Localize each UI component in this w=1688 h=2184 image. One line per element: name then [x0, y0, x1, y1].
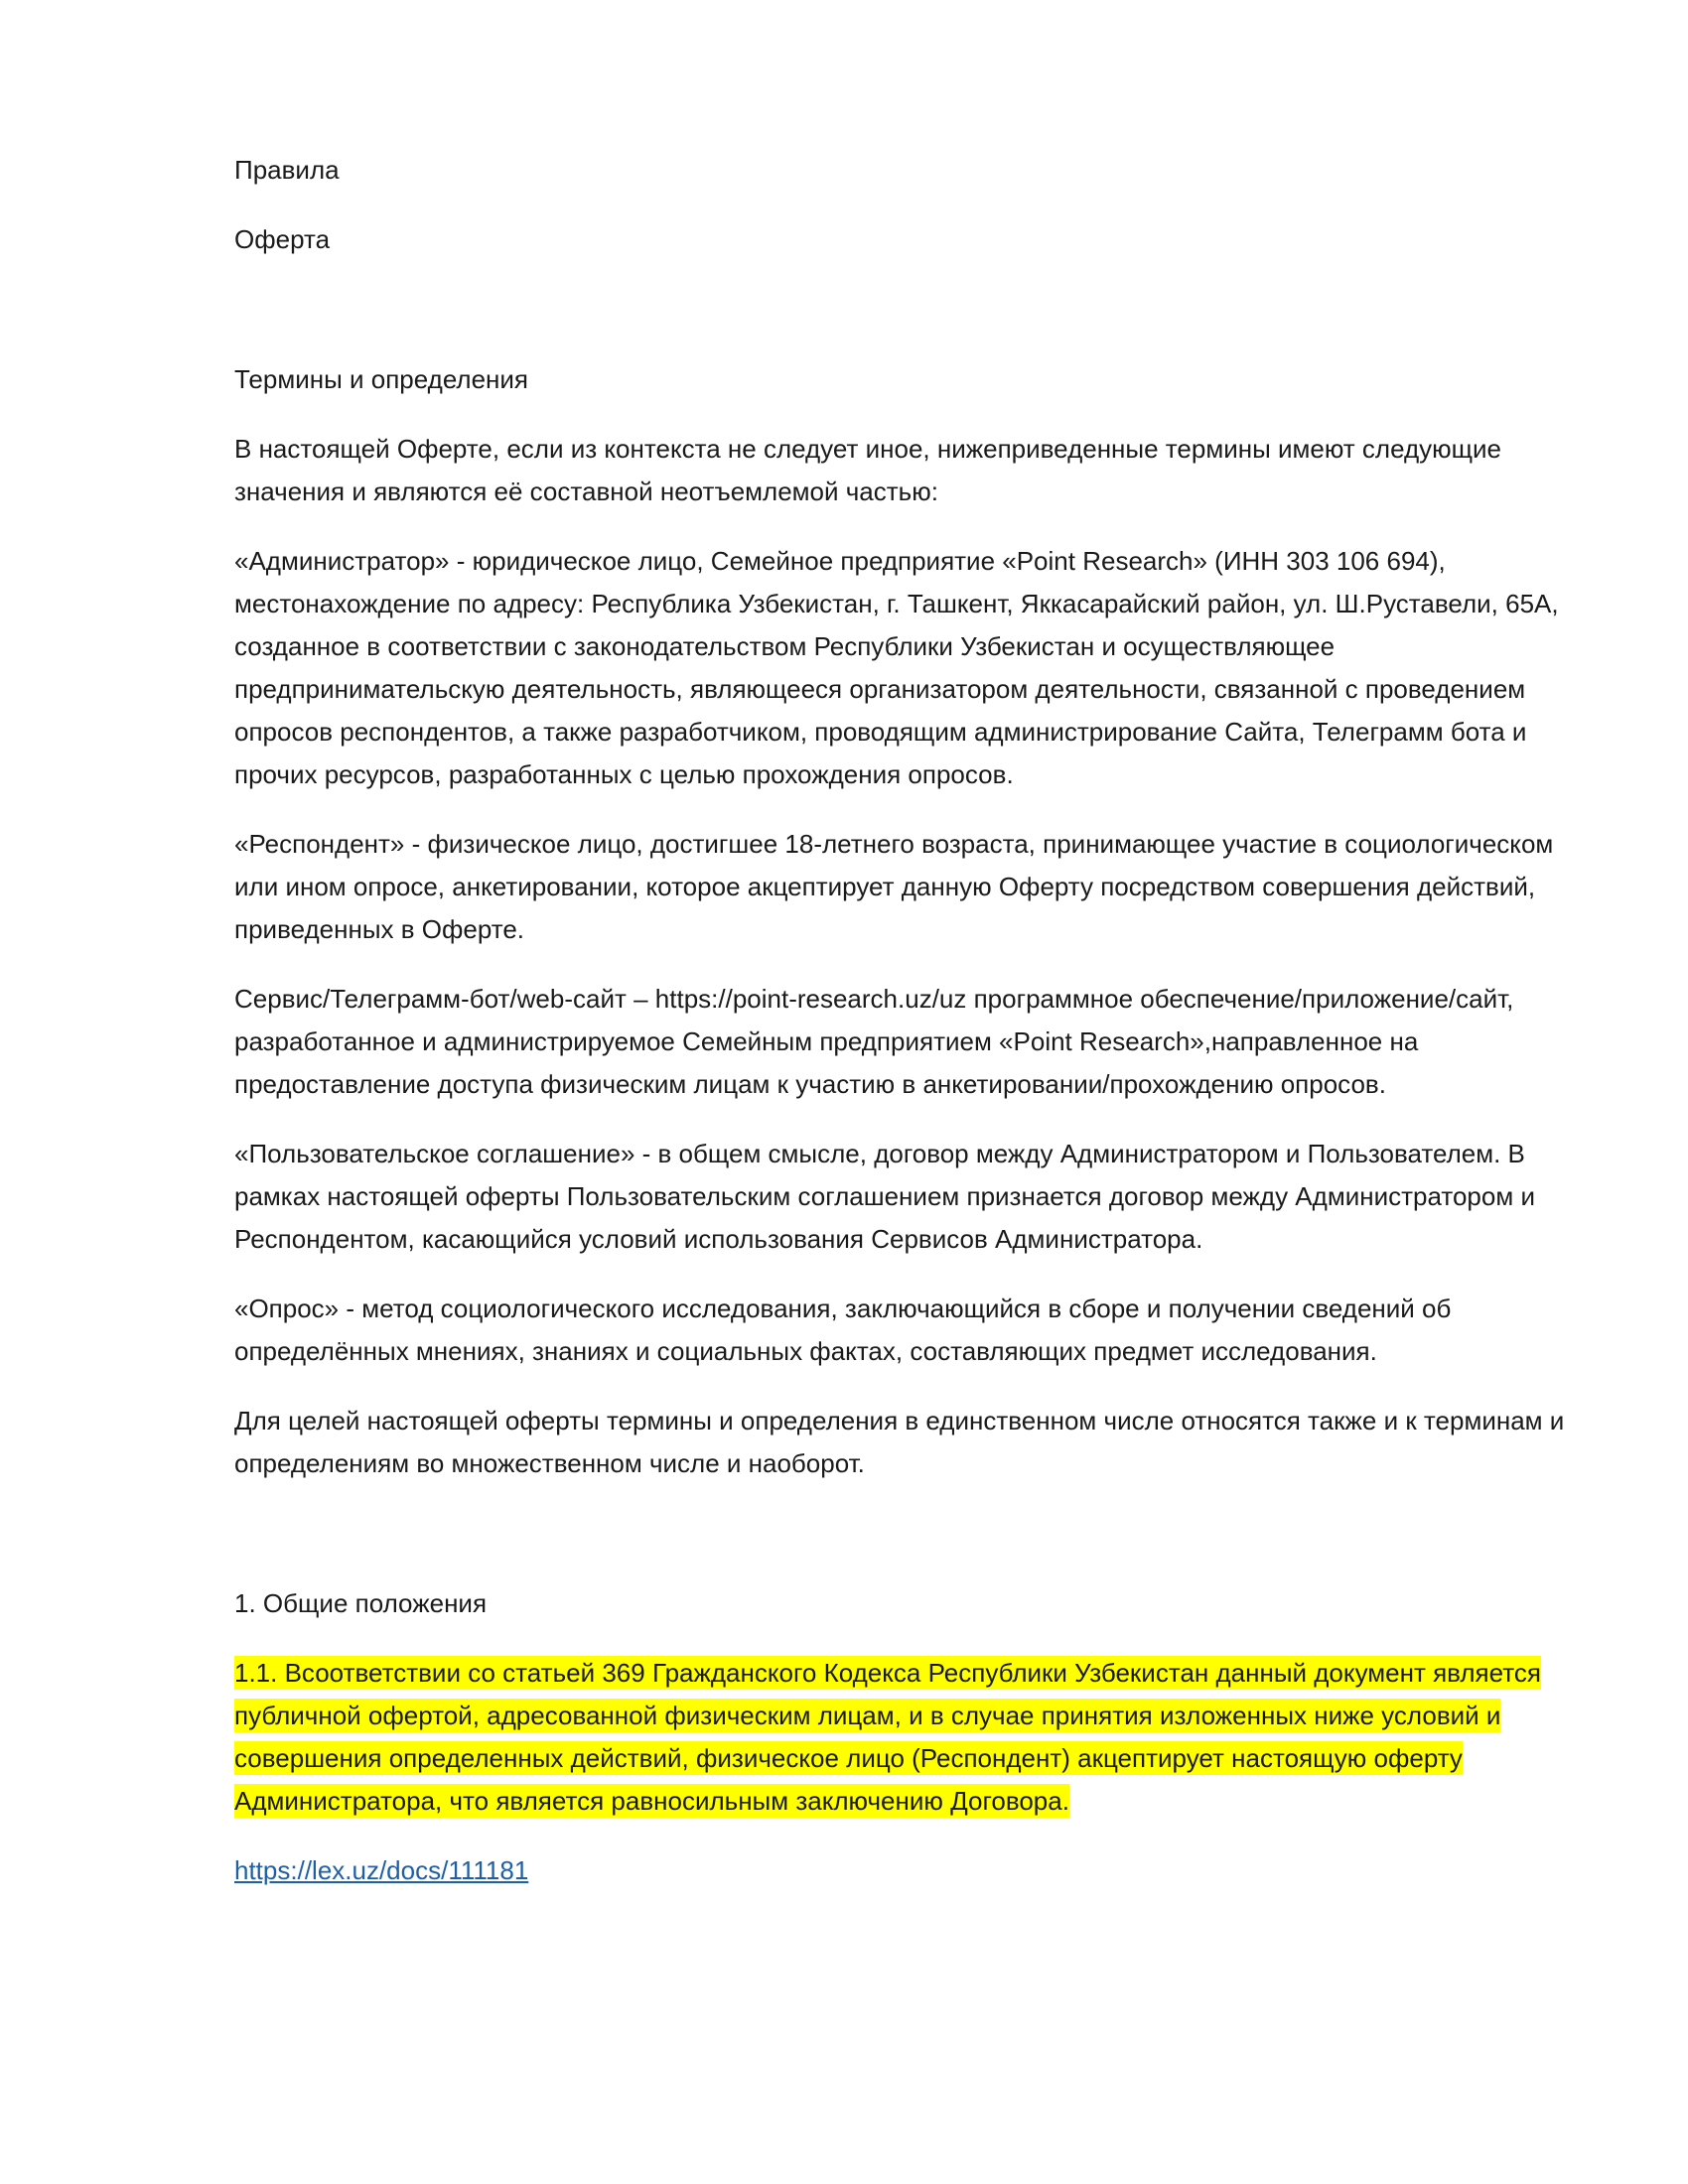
clause-1-1-paragraph [234, 1652, 1565, 1823]
lex-link-paragraph [234, 1849, 1565, 1892]
section-1-heading: 1. Общие положения [234, 1588, 488, 1618]
definition-plural-note: Для целей настоящей оферты термины и определения в единственном числе относятся также и к терминам и определениям во множественном числе и наоборот. [234, 1406, 1565, 1478]
document-page [234, 149, 1565, 1892]
definition-administrator: «Администратор» - юридическое лицо, Семейное предприятие «Point Research» (ИНН 303 106 694), местонахождение по адресу: Республика Узбекистан, г. Ташкент, Яккасарайский район, ул. Ш.Руставели, 65А, созданное в соответствии с законодательством Республики Узбекистан и осуществляющее предпринимательскую деятельность, являющееся организатором деятельности, связанной с проведением опросов респондентов, а также разработчиком, проводящим администрирование Сайта, Телеграмм бота и прочих ресурсов, разработанных с целью прохождения опросов. [234, 546, 1559, 789]
definition-user-agreement: «Пользовательское соглашение» - в общем смысле, договор между Администратором и Пользователем. В рамках настоящей оферты Пользовательским соглашением признается договор между Администратором и Респондентом, касающийся условий использования Сервисов Администратора. [234, 1139, 1535, 1254]
definition-respondent: «Респондент» - физическое лицо, достигшее 18-летнего возраста, принимающее участие в социологическом или ином опросе, анкетировании, которое акцептирует данную Оферту посредством совершения действий, приведенных в Оферте. [234, 829, 1554, 944]
lex-uz-link[interactable]: https://lex.uz/docs/111181 [234, 1855, 529, 1885]
doc-title-offer: Оферта [234, 224, 331, 254]
definition-service: Сервис/Телеграмм-бот/web-сайт – https://point-research.uz/uz программное обеспечение/приложение/сайт, разработанное и администрируемое Семейным предприятием «Point Research»,направленное на предоставление доступа физическим лицам к участию в анкетировании/прохождению опросов. [234, 984, 1514, 1099]
doc-title-rules: Правила [234, 155, 340, 185]
clause-1-1-highlighted-text: 1.1. Всоответствии со статьей 369 Гражданского Кодекса Республики Узбекистан данный документ является публичной офертой, адресованной физическим лицам, и в случае принятия изложенных ниже условий и совершения определенных действий, физическое лицо (Респондент) акцептирует настоящую оферту Администратора, что является равносильным заключению Договора. [234, 1658, 1541, 1816]
definition-survey: «Опрос» - метод социологического исследования, заключающийся в сборе и получении сведений об определённых мнениях, знаниях и социальных фактах, составляющих предмет исследования. [234, 1294, 1452, 1366]
terms-intro-paragraph: В настоящей Оферте, если из контекста не следует иное, нижеприведенные термины имеют следующие значения и являются её составной неотъемлемой частью: [234, 434, 1502, 506]
terms-heading: Термины и определения [234, 364, 529, 394]
